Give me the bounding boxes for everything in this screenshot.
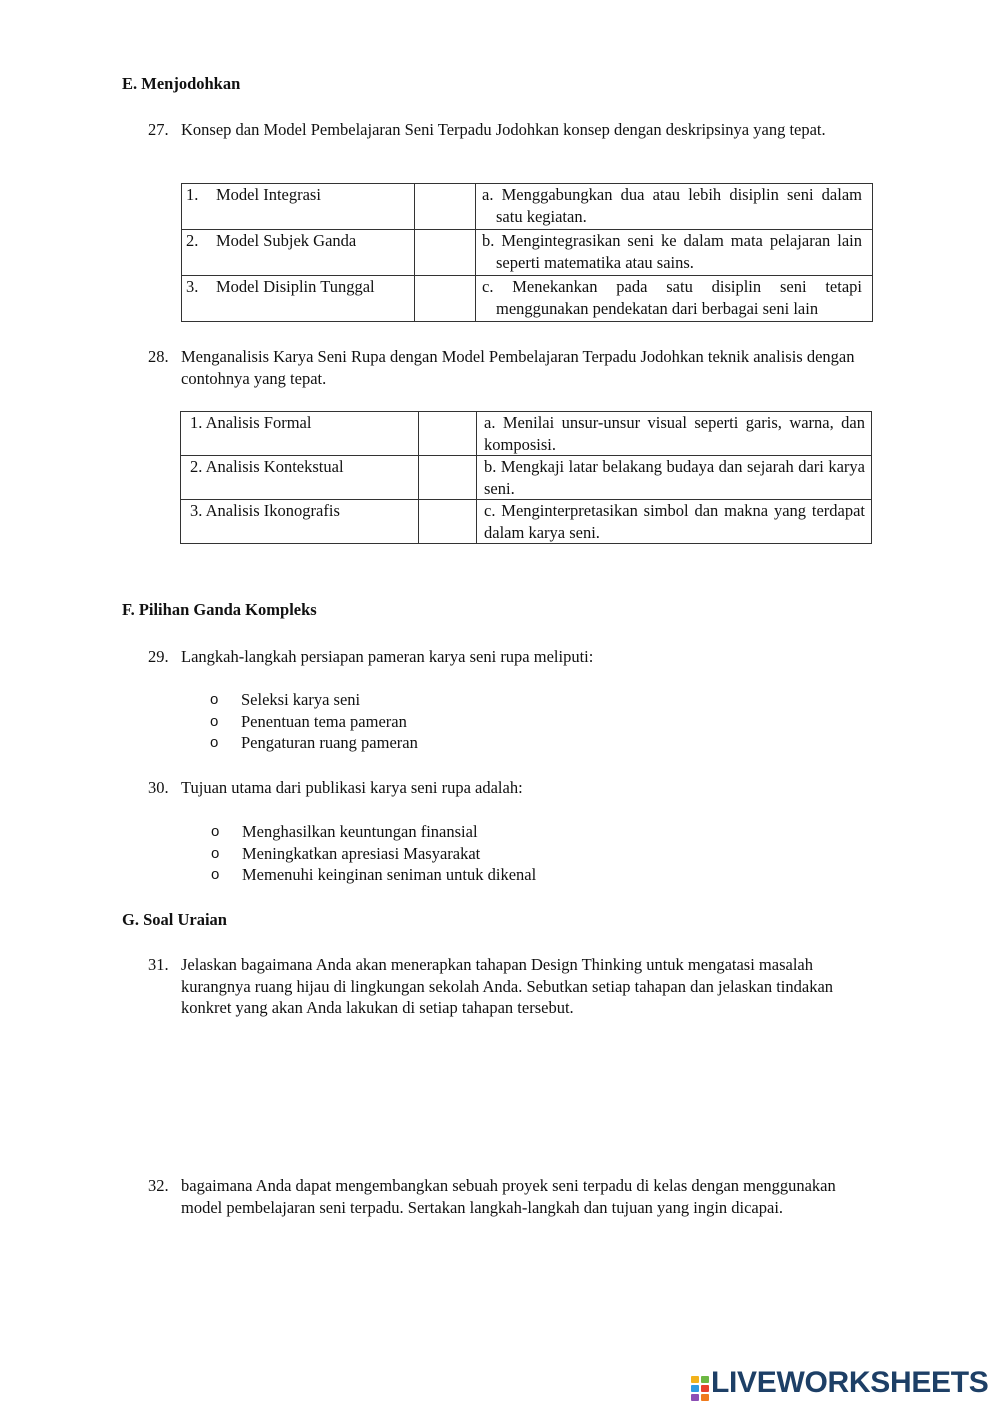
answer-area-31[interactable]: [181, 1030, 861, 1160]
section-g-heading: G. Soal Uraian: [122, 910, 227, 929]
answer-cell[interactable]: [415, 230, 476, 276]
table-row: [182, 276, 873, 322]
section-e-heading: E. Menjodohkan: [122, 74, 241, 93]
table-row: [181, 412, 872, 456]
question-text: Konsep dan Model Pembelajaran Seni Terpadu Jodohkan konsep dengan deskripsinya yang tepat.: [181, 120, 826, 139]
options-29: [210, 689, 418, 754]
question-number: 29.: [148, 647, 169, 666]
description-cell: b. Mengintegrasikan seni ke dalam mata pelajaran lain seperti matematika atau sains.: [476, 230, 873, 276]
radio-circle-icon[interactable]: o: [211, 823, 220, 840]
example-cell: a. Menilai unsur-unsur visual seperti garis, warna, dan komposisi.: [477, 412, 872, 456]
answer-cell[interactable]: [419, 412, 477, 456]
liveworksheets-mark-icon: [691, 1376, 711, 1402]
example-cell: b. Mengkaji latar belakang budaya dan sejarah dari karya seni.: [477, 456, 872, 500]
liveworksheets-logo: [691, 1366, 991, 1404]
list-item[interactable]: o Pengaturan ruang pameran: [210, 733, 418, 752]
options-30: [211, 821, 536, 886]
list-item[interactable]: o Penentuan tema pameran: [210, 711, 407, 731]
question-text: Menganalisis Karya Seni Rupa dengan Model Pembelajaran Terpadu Jodohkan teknik analisis dengan contohnya yang tepat.: [181, 347, 855, 388]
list-item[interactable]: o Meningkatkan apresiasi Masyarakat: [211, 843, 481, 863]
concept-cell: 3. Model Disiplin Tunggal: [182, 276, 415, 322]
answer-cell[interactable]: [419, 500, 477, 544]
question-27: [148, 119, 868, 141]
question-30: [148, 777, 868, 799]
question-number: 28.: [148, 347, 169, 366]
table-row: [181, 456, 872, 500]
question-text: Tujuan utama dari publikasi karya seni rupa adalah:: [181, 778, 523, 797]
radio-circle-icon[interactable]: o: [210, 734, 219, 751]
concept-cell: 1. Model Integrasi: [182, 184, 415, 230]
radio-circle-icon[interactable]: o: [211, 844, 220, 862]
example-cell: c. Menginterpretasikan simbol dan makna yang terdapat dalam karya seni.: [477, 500, 872, 544]
concept-cell: 2. Model Subjek Ganda: [182, 230, 415, 276]
logo-wordmark: LIVEWORKSHEETS: [711, 1366, 989, 1399]
technique-cell: 3. Analisis Ikonografis: [181, 500, 419, 544]
question-number: 32.: [148, 1176, 169, 1195]
list-item[interactable]: o Seleksi karya seni: [210, 690, 361, 709]
question-text: Jelaskan bagaimana Anda akan menerapkan tahapan Design Thinking untuk mengatasi masalah kurangnya ruang hijau di lingkungan sekolah Anda. Sebutkan setiap tahapan dan jelaskan tindakan konkret yang akan Anda lakukan di setiap tahapan tersebut.: [181, 955, 834, 1017]
question-text: bagaimana Anda dapat mengembangkan sebuah proyek seni terpadu di kelas dengan menggunakan model pembelajaran seni terpadu. Sertakan langkah-langkah dan tujuan yang ingin dicapai.: [181, 1176, 836, 1217]
list-item[interactable]: o Menghasilkan keuntungan finansial: [211, 822, 478, 841]
question-32: [148, 1175, 868, 1218]
question-number: 30.: [148, 778, 169, 797]
table-row: [182, 230, 873, 276]
answer-area-32[interactable]: [181, 1245, 861, 1355]
table-row: [181, 500, 872, 544]
question-number: 31.: [148, 955, 169, 974]
answer-cell[interactable]: [415, 276, 476, 322]
answer-cell[interactable]: [419, 456, 477, 500]
radio-circle-icon[interactable]: o: [210, 712, 219, 730]
radio-circle-icon[interactable]: o: [211, 866, 220, 883]
matching-table-27: [181, 183, 873, 322]
technique-cell: 2. Analisis Kontekstual: [181, 456, 419, 500]
section-f-heading: F. Pilihan Ganda Kompleks: [122, 600, 317, 619]
question-text: Langkah-langkah persiapan pameran karya seni rupa meliputi:: [181, 647, 594, 666]
table-row: [182, 184, 873, 230]
list-item[interactable]: o Memenuhi keinginan seniman untuk dikenal: [211, 865, 537, 884]
technique-cell: 1. Analisis Formal: [181, 412, 419, 456]
answer-cell[interactable]: [415, 184, 476, 230]
question-29: [148, 646, 868, 668]
question-31: [148, 954, 868, 1019]
description-cell: a. Menggabungkan dua atau lebih disiplin seni dalam satu kegiatan.: [476, 184, 873, 230]
description-cell: c. Menekankan pada satu disiplin seni tetapi menggunakan pendekatan dari berbagai seni lain: [476, 276, 873, 322]
question-28: [148, 346, 868, 389]
matching-table-28: [180, 411, 872, 544]
radio-circle-icon[interactable]: o: [210, 691, 219, 708]
question-number: 27.: [148, 120, 169, 139]
